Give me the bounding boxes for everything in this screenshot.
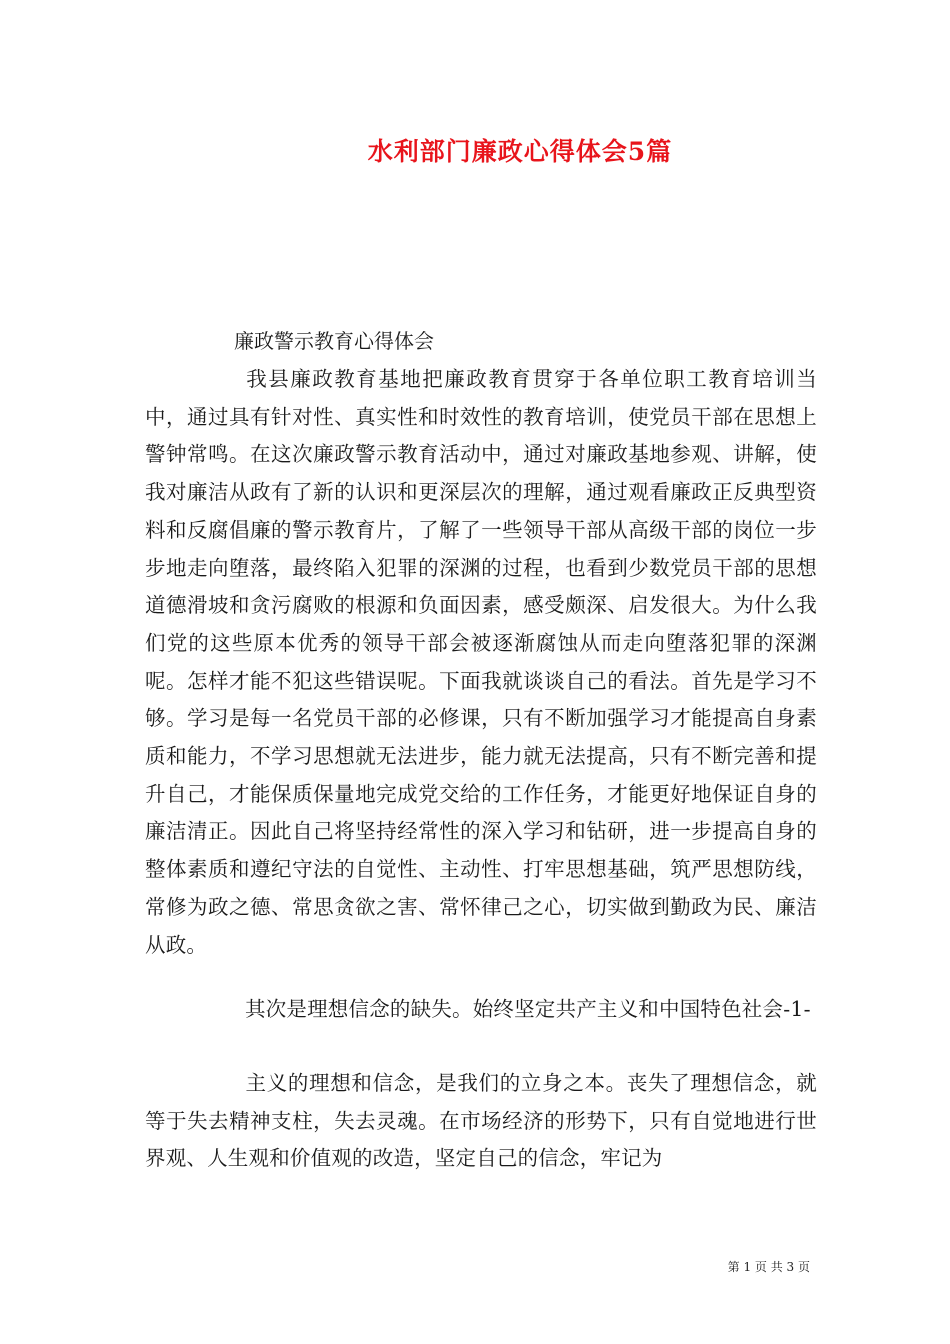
paragraph-text: 我县廉政教育基地把廉政教育贯穿于各单位职工教育培训当中，通过具有针对性、真实性和时效性的教育培训，使党员干部在思想上警钟常鸣。在这次廉政警示教育活动中，通过对廉政基地参观、讲解，使我对廉洁从政有了新的认识和更深层次的理解，通过观看廉政正反典型资料和反腐倡廉的警示教育片，了解了一些领导干部从高级干部的岗位一步步地走向堕落，最终陷入犯罪的深渊的过程，也看到少数党员干部的思想道德滑坡和贪污腐败的根源和负面因素，感受颇深、启发很大。为什么我们党的这些原本优秀的领导干部会被逐渐腐蚀从而走向堕落犯罪的深渊呢。怎样才能不犯这些错误呢。下面我就谈谈自己的看法。首先是学习不够。学习是每一名党员干部的必修课，只有不断加强学习才能提高自身素质和能力，不学习思想就无法进步，能力就无法提高，只有不断完善和提升自己，才能保质保量地完成党交给的工作任务，才能更好地保证自身的廉洁清正。因此自己将坚持经常性的深入学习和钻研，进一步提高自身的整体素质和遵纪守法的自觉性、主动性、打牢思想基础，筑严思想防线，常修为政之德、常思贪欲之害、常怀律己之心，切实做到勤政为民、廉洁从政。: [145, 367, 817, 957]
paragraph-text: 主义的理想和信念，是我们的立身之本。丧失了理想信念，就等于失去精神支柱，失去灵魂。在市场经济的形势下，只有自觉地进行世界观、人生观和价值观的改造，坚定自己的信念，牢记为: [145, 1071, 817, 1171]
document-title: 水利部门廉政心得体会5篇: [367, 137, 673, 166]
body-paragraph: [145, 361, 817, 964]
body-paragraph: [145, 991, 817, 1029]
page-number: 第 1 页 共 3 页: [727, 1260, 810, 1274]
paragraph-text: 其次是理想信念的缺失。始终坚定共产主义和中国特色社会-1-: [245, 997, 811, 1021]
body-paragraph: [145, 1065, 817, 1178]
section-heading: 廉政警示教育心得体会: [234, 329, 434, 353]
